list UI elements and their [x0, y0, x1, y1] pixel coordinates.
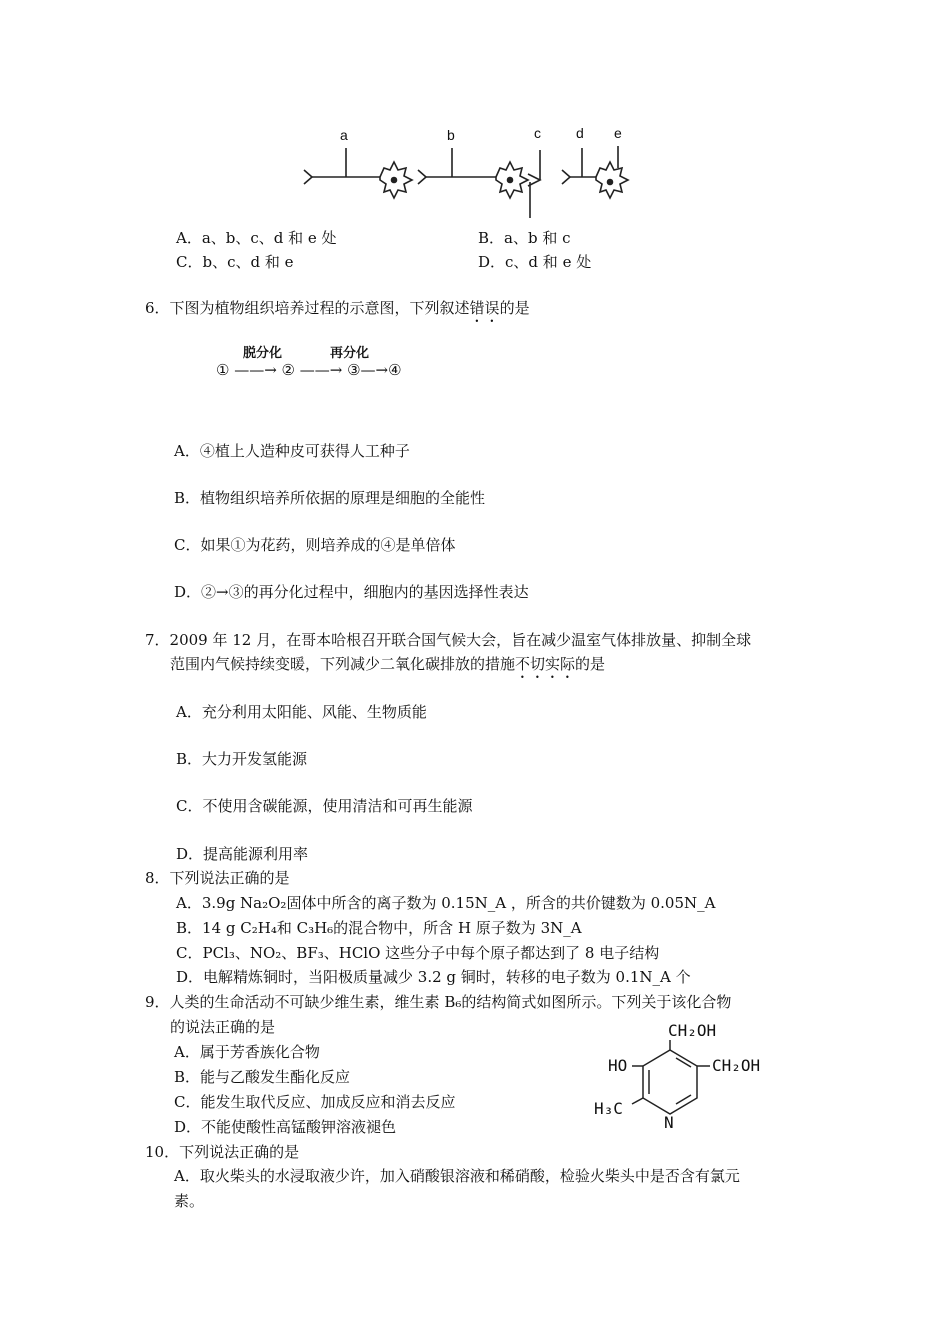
q10-stem: 10．下列说法正确的是	[145, 1143, 300, 1161]
label-c: c	[534, 125, 541, 141]
q7-option-a: A．充分利用太阳能、风能、生物质能	[176, 703, 427, 721]
structure-left-group: HO	[608, 1056, 628, 1075]
q7-option-d: D．提高能源利用率	[176, 845, 309, 863]
structure-right-group: CH₂OH	[712, 1056, 761, 1075]
q5-option-a: A．a、b、c、d 和 e 处	[176, 229, 337, 247]
q9-option-b: B．能与乙酸发生酯化反应	[174, 1068, 351, 1086]
tissue-culture-flow: ① ——→ ② ——→ ③—→④	[216, 361, 402, 379]
q7-stem-line1: 7．2009 年 12 月，在哥本哈根召开联合国气候大会，旨在减少温室气体排放量、抑制全球	[145, 631, 752, 649]
q9-stem-line2: 的说法正确的是	[170, 1018, 276, 1036]
neuron-diagram	[300, 120, 640, 220]
q5-option-d: D．c、d 和 e 处	[478, 253, 592, 271]
q7-stem-line2: 范围内气候持续变暖，下列减少二氧化碳排放的措施不切实际的是	[170, 655, 606, 673]
q10-option-a-line2: 素。	[174, 1192, 205, 1210]
q5-option-b: B．a、b 和 c	[478, 229, 571, 247]
q6-option-c: C．如果①为花药，则培养成的④是单倍体	[174, 536, 456, 554]
flow-label-dedifferentiation: 脱分化	[243, 346, 283, 361]
q9-option-c: C．能发生取代反应、加成反应和消去反应	[174, 1093, 456, 1111]
structure-top-group: CH₂OH	[668, 1021, 717, 1040]
q8-stem: 8．下列说法正确的是	[145, 869, 290, 887]
structure-methyl-group: H₃C	[594, 1099, 623, 1118]
label-d: d	[576, 125, 584, 141]
structure-nitrogen: N	[664, 1113, 674, 1132]
q6-stem: 6．下图为植物组织培养过程的示意图，下列叙述错误的是	[145, 299, 530, 317]
q7-option-b: B．大力开发氢能源	[176, 750, 308, 768]
label-e: e	[614, 125, 622, 141]
label-a: a	[340, 127, 348, 143]
q6-option-a: A．④植上人造种皮可获得人工种子	[174, 442, 410, 460]
q8-option-d: D．电解精炼铜时，当阳极质量减少 3.2 g 铜时，转移的电子数为 0.1N_A 个	[176, 968, 691, 986]
q9-stem-line1: 9．人类的生命活动不可缺少维生素，维生素 B₆的结构简式如图所示。下列关于该化合物	[145, 993, 732, 1011]
q6-option-d: D．②→③的再分化过程中，细胞内的基因选择性表达	[174, 583, 529, 601]
vitamin-b6-structure	[590, 1020, 780, 1140]
q8-option-b: B．14 g C₂H₄和 C₃H₆的混合物中，所含 H 原子数为 3N_A	[176, 919, 582, 937]
q9-option-a: A．属于芳香族化合物	[174, 1043, 320, 1061]
q10-option-a-line1: A．取火柴头的水浸取液少许，加入硝酸银溶液和稀硝酸，检验火柴头中是否含有氯元	[174, 1167, 740, 1185]
q6-option-b: B．植物组织培养所依据的原理是细胞的全能性	[174, 489, 486, 507]
q9-option-d: D．不能使酸性高锰酸钾溶液褪色	[174, 1118, 397, 1136]
q7-option-c: C．不使用含碳能源，使用清洁和可再生能源	[176, 797, 473, 815]
label-b: b	[447, 127, 455, 143]
q8-option-a: A．3.9g Na₂O₂固体中所含的离子数为 0.15N_A ，所含的共价键数为 0.05N_A	[176, 894, 716, 912]
q8-option-c: C．PCl₃、NO₂、BF₃、HClO 这些分子中每个原子都达到了 8 电子结构	[176, 944, 660, 962]
flow-label-redifferentiation: 再分化	[330, 346, 370, 361]
q5-option-c: C．b、c、d 和 e	[176, 253, 294, 271]
